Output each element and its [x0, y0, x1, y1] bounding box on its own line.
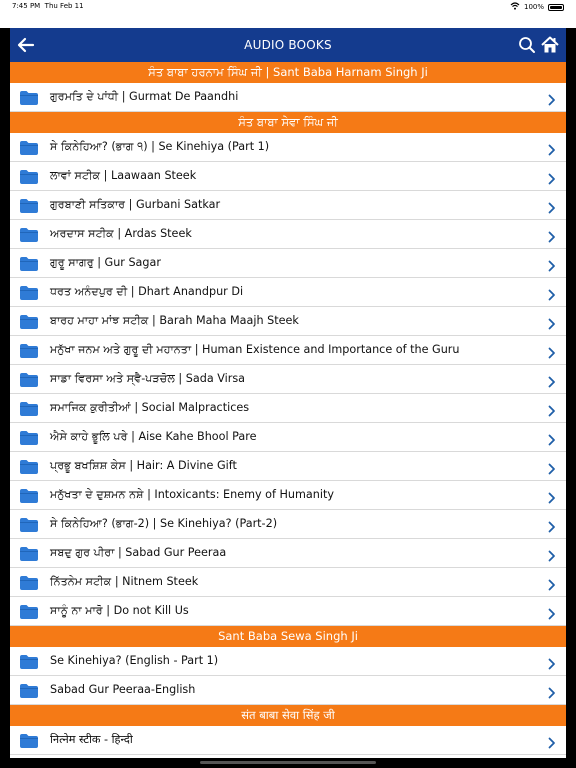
navigation-bar — [10, 28, 566, 62]
list-item[interactable] — [10, 162, 566, 191]
top-spacer — [0, 14, 576, 28]
folder-icon — [20, 227, 38, 241]
chevron-right-icon — [548, 489, 556, 501]
chevron-right-icon — [548, 431, 556, 443]
chevron-right-icon — [548, 286, 556, 298]
search-icon — [518, 36, 536, 54]
folder-icon — [20, 198, 38, 212]
list-item[interactable] — [10, 220, 566, 249]
section-header: ਸੰਤ ਬਾਬਾ ਸੇਵਾ ਸਿੰਘ ਜੀ — [10, 112, 566, 133]
list-item-label: ਗੁਰਬਾਣੀ ਸਤਿਕਾਰ | Gurbani Satkar — [50, 198, 221, 211]
battery-icon — [548, 4, 564, 11]
home-icon — [540, 35, 560, 55]
folder-icon — [20, 575, 38, 589]
list-item-label: ਗੁਰਮਤਿ ਦੇ ਪਾਂਧੀ | Gurmat De Paandhi — [50, 90, 239, 103]
folder-icon — [20, 343, 38, 357]
list-item[interactable] — [10, 647, 566, 676]
chevron-right-icon — [548, 460, 556, 472]
app-frame — [10, 28, 566, 758]
home-button[interactable] — [540, 35, 560, 55]
list-item[interactable] — [10, 726, 566, 755]
section-header: ਸੰਤ ਬਾਬਾ ਹਰਨਾਮ ਸਿੰਘ ਜੀ | Sant Baba Harnam Singh Ji — [10, 62, 566, 83]
list-item-label: Sabad Gur Peeraa-English — [50, 683, 196, 696]
folder-icon — [20, 683, 38, 697]
list-item-label: Se Kinehiya? (English - Part 1) — [50, 654, 219, 667]
chevron-right-icon — [548, 91, 556, 103]
list-item-label: ਬਾਰਹ ਮਾਹਾ ਮਾਂਝ ਸਟੀਕ | Barah Maha Maajh Steek — [50, 314, 299, 327]
chevron-right-icon — [548, 170, 556, 182]
folder-icon — [20, 430, 38, 444]
list-item[interactable] — [10, 539, 566, 568]
folder-icon — [20, 546, 38, 560]
folder-icon — [20, 459, 38, 473]
folder-icon — [20, 401, 38, 415]
chevron-right-icon — [548, 576, 556, 588]
folder-icon — [20, 314, 38, 328]
chevron-right-icon — [548, 199, 556, 211]
chevron-right-icon — [548, 141, 556, 153]
list-item[interactable] — [10, 83, 566, 112]
list-item[interactable] — [10, 394, 566, 423]
list-item[interactable] — [10, 336, 566, 365]
search-button[interactable] — [518, 36, 536, 54]
list-item[interactable] — [10, 423, 566, 452]
section-header: Sant Baba Sewa Singh Ji — [10, 626, 566, 647]
list-item[interactable] — [10, 191, 566, 220]
chevron-right-icon — [548, 684, 556, 696]
list-item-label: ਸਬਦੁ ਗੁਰ ਪੀਰਾ | Sabad Gur Peeraa — [50, 546, 227, 559]
chevron-right-icon — [548, 373, 556, 385]
status-time: 7:45 PM Thu Feb 11 — [12, 2, 84, 10]
list-item-label: ਮਨੁੱਖਤਾ ਦੇ ਦੁਸ਼ਮਨ ਨਸ਼ੇ | Intoxicants: Enemy of Humanity — [50, 488, 334, 501]
battery-percent: 100% — [523, 3, 544, 11]
folder-icon — [20, 140, 38, 154]
list-item-label: ਗੁਰੂ ਸਾਗਰੁ | Gur Sagar — [50, 256, 161, 269]
chevron-right-icon — [548, 655, 556, 667]
list-item[interactable] — [10, 452, 566, 481]
folder-icon — [20, 372, 38, 386]
list-item-label: ਧਰਤ ਅਨੰਦਪੁਰ ਦੀ | Dhart Anandpur Di — [50, 285, 244, 298]
folder-icon — [20, 169, 38, 183]
page-title: AUDIO BOOKS — [244, 38, 332, 52]
folder-icon — [20, 654, 38, 668]
list-item-label: ਸੇ ਕਿਨੇਹਿਆ? (ਭਾਗ-2) | Se Kinehiya? (Part-2) — [50, 517, 278, 530]
list-item[interactable] — [10, 307, 566, 336]
list-item[interactable] — [10, 597, 566, 626]
folder-icon — [20, 488, 38, 502]
wifi-icon — [510, 2, 520, 12]
list-item[interactable] — [10, 676, 566, 705]
list-item-label: ਨਿੱਤਨੇਮ ਸਟੀਕ | Nitnem Steek — [50, 575, 199, 588]
home-indicator — [200, 761, 376, 764]
status-right — [510, 2, 564, 12]
status-bar — [0, 0, 576, 14]
list-item-label: ਐਸੇ ਕਾਹੇ ਭੂਲਿ ਪਰੇ | Aise Kahe Bhool Pare — [50, 430, 257, 443]
folder-icon — [20, 256, 38, 270]
folder-icon — [20, 604, 38, 618]
list-item-label: नित्नेम स्टीक - हिन्दी — [50, 733, 133, 746]
chevron-right-icon — [548, 547, 556, 559]
list-item-label: ਸਾਨੂੰ ਨਾ ਮਾਰੋ | Do not Kill Us — [50, 604, 189, 617]
list-item-label: ਮਨੁੱਖਾ ਜਨਮ ਅਤੇ ਗੁਰੂ ਦੀ ਮਹਾਨਤਾ | Human Existence and Importance of the Guru — [50, 343, 460, 356]
chevron-right-icon — [548, 402, 556, 414]
folder-icon — [20, 90, 38, 104]
chevron-right-icon — [548, 315, 556, 327]
chevron-right-icon — [548, 228, 556, 240]
list-item[interactable] — [10, 249, 566, 278]
chevron-right-icon — [548, 518, 556, 530]
section-header: संत बाबा सेवा सिंह जी — [10, 705, 566, 726]
folder-icon — [20, 285, 38, 299]
audio-book-list[interactable] — [10, 62, 566, 755]
list-item[interactable] — [10, 481, 566, 510]
chevron-right-icon — [548, 344, 556, 356]
list-item-label: ਸਾਡਾ ਵਿਰਸਾ ਅਤੇ ਸ੍ਵੈ-ਪੜਚੋਲ | Sada Virsa — [50, 372, 246, 385]
list-item[interactable] — [10, 510, 566, 539]
list-item[interactable] — [10, 133, 566, 162]
folder-icon — [20, 733, 38, 747]
list-item-label: ਸੇ ਕਿਨੇਹਿਆ? (ਭਾਗ ੧) | Se Kinehiya (Part 1) — [50, 140, 270, 153]
list-item-label: ਪ੍ਰਭੂ ਬਖਸ਼ਿਸ਼ ਕੇਸ | Hair: A Divine Gift — [50, 459, 237, 472]
list-item-label: ਲਾਵਾਂ ਸਟੀਕ | Laawaan Steek — [50, 169, 197, 182]
list-item-label: ਅਰਦਾਸ ਸਟੀਕ | Ardas Steek — [50, 227, 192, 240]
list-item-label: ਸਮਾਜਿਕ ਕੁਰੀਤੀਆਂ | Social Malpractices — [50, 401, 250, 414]
folder-icon — [20, 517, 38, 531]
chevron-right-icon — [548, 734, 556, 746]
list-item[interactable] — [10, 365, 566, 394]
list-item[interactable] — [10, 568, 566, 597]
list-item[interactable] — [10, 278, 566, 307]
chevron-right-icon — [548, 605, 556, 617]
chevron-right-icon — [548, 257, 556, 269]
